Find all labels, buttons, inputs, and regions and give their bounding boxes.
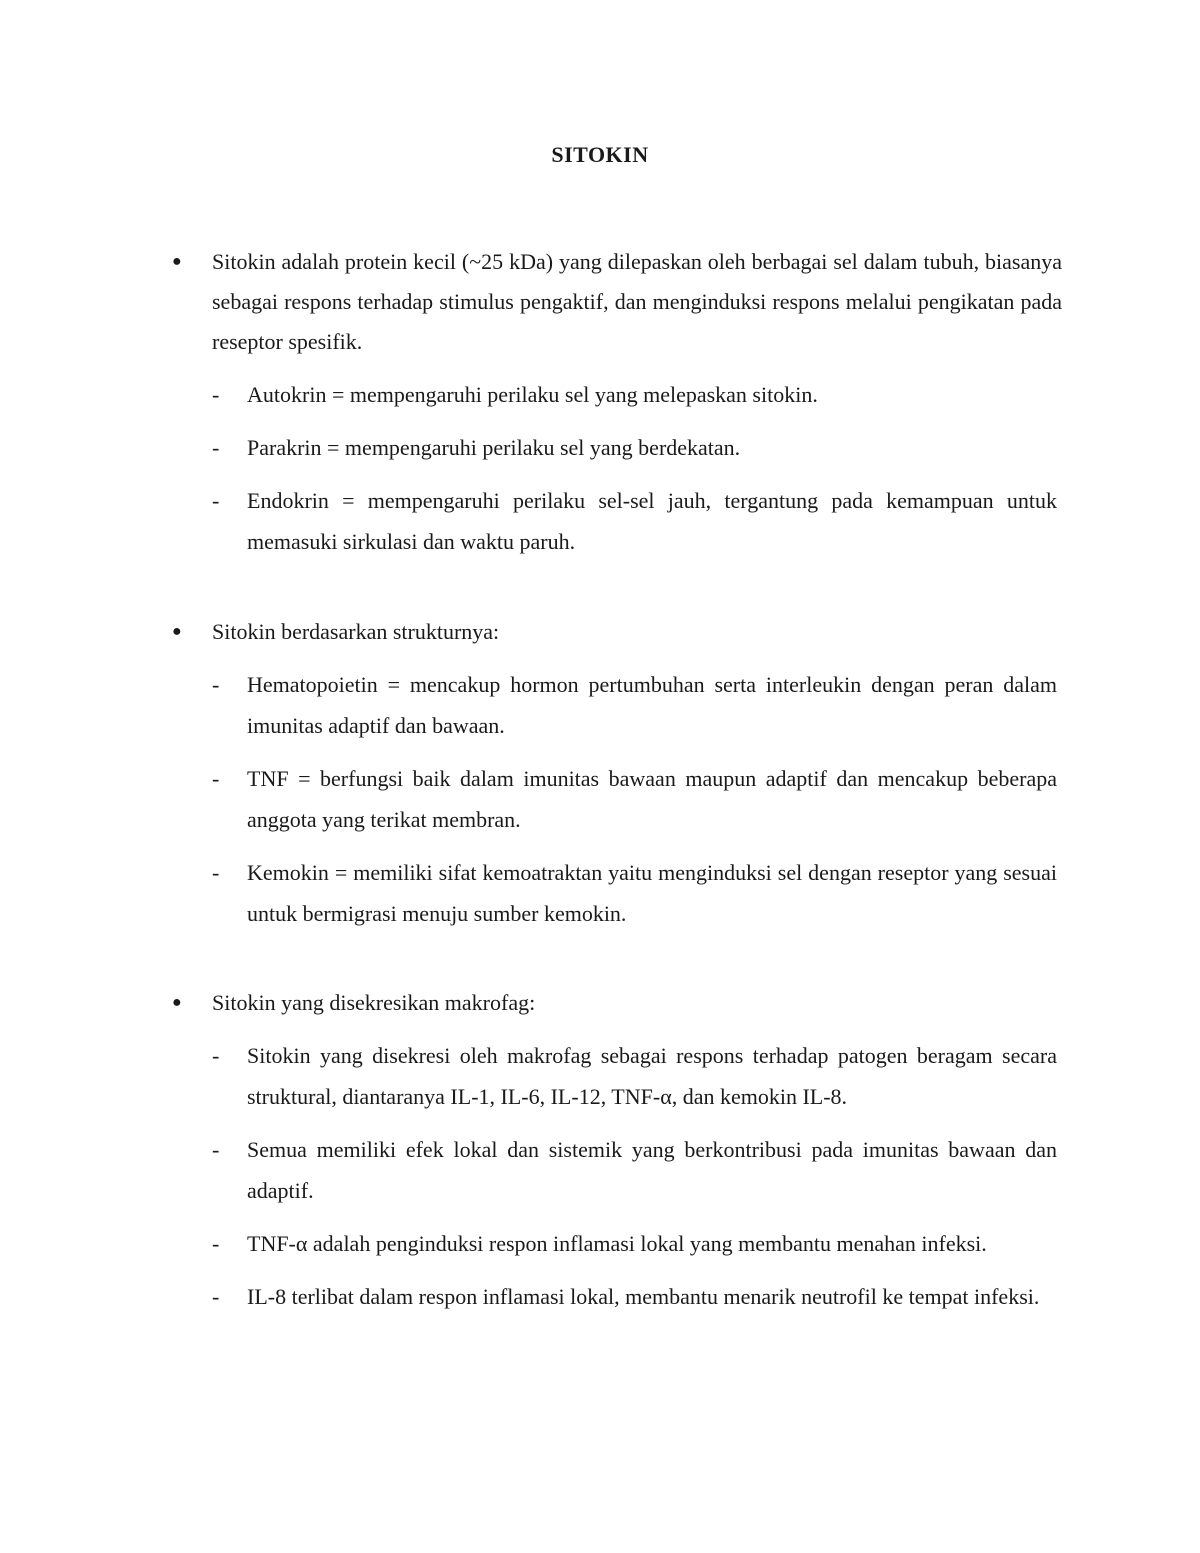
list-item-text: Semua memiliki efek lokal dan sistemik yang berkontribusi pada imunitas bawaan dan adaptif. (247, 1137, 1057, 1203)
list-item (212, 1129, 1062, 1211)
page-title: SITOKIN (551, 142, 649, 167)
list-item-text: TNF = berfungsi baik dalam imunitas bawaan maupun adaptif dan mencakup beberapa anggota yang terikat membran. (247, 766, 1057, 832)
list-item-text: TNF-α adalah penginduksi respon inflamasi lokal yang membantu menahan infeksi. (247, 1231, 987, 1256)
bullet-dot-icon: ● (172, 994, 182, 1011)
sub-list (172, 1035, 1062, 1317)
section-definition (172, 242, 1062, 574)
bullet-text: Sitokin berdasarkan strukturnya: (212, 619, 500, 644)
list-item-text: Parakrin = mempengaruhi perilaku sel yang berdekatan. (247, 435, 741, 460)
list-item (212, 852, 1062, 934)
bullet-text: Sitokin adalah protein kecil (~25 kDa) yang dilepaskan oleh berbagai sel dalam tubuh, biasanya sebagai respons terhadap stimulus pengaktif, dan menginduksi respons melalui pengikatan pada reseptor spesifik. (212, 249, 1062, 354)
dash-marker: - (212, 382, 220, 407)
list-item (212, 758, 1062, 840)
list-item-text: Autokrin = mempengaruhi perilaku sel yang melepaskan sitokin. (247, 382, 818, 407)
list-item (212, 374, 1062, 415)
bullet-dot-icon: ● (172, 253, 182, 270)
bullet-item (172, 242, 1062, 362)
dash-marker: - (212, 672, 220, 697)
dash-marker: - (212, 1043, 220, 1068)
list-item (212, 427, 1062, 468)
sub-list (172, 664, 1062, 934)
bullet-item (172, 612, 1062, 652)
bullet-text: Sitokin yang disekresikan makrofag: (212, 990, 536, 1015)
section-macrophage (172, 983, 1062, 1329)
bullet-dot-icon: ● (172, 623, 182, 640)
list-item (212, 664, 1062, 746)
list-item-text: Hematopoietin = mencakup hormon pertumbuhan serta interleukin dengan peran dalam imunitas adaptif dan bawaan. (247, 672, 1057, 738)
dash-marker: - (212, 766, 220, 791)
list-item-text: Endokrin = mempengaruhi perilaku sel-sel jauh, tergantung pada kemampuan untuk memasuki sirkulasi dan waktu paruh. (247, 488, 1057, 554)
dash-marker: - (212, 1137, 220, 1162)
list-item-text: IL-8 terlibat dalam respon inflamasi lokal, membantu menarik neutrofil ke tempat infeksi. (247, 1284, 1040, 1309)
bullet-item (172, 983, 1062, 1023)
list-item (212, 1035, 1062, 1117)
dash-marker: - (212, 1284, 220, 1309)
list-item (212, 1276, 1062, 1317)
section-structure (172, 612, 1062, 946)
dash-marker: - (212, 860, 220, 885)
list-item-text: Kemokin = memiliki sifat kemoatraktan yaitu menginduksi sel dengan reseptor yang sesuai untuk bermigrasi menuju sumber kemokin. (247, 860, 1057, 926)
list-item (212, 1223, 1062, 1264)
list-item-text: Sitokin yang disekresi oleh makrofag sebagai respons terhadap patogen beragam secara struktural, diantaranya IL-1, IL-6, IL-12, TNF-α, dan kemokin IL-8. (247, 1043, 1057, 1109)
dash-marker: - (212, 435, 220, 460)
dash-marker: - (212, 488, 220, 513)
list-item (212, 480, 1062, 562)
dash-marker: - (212, 1231, 220, 1256)
sub-list (172, 374, 1062, 562)
